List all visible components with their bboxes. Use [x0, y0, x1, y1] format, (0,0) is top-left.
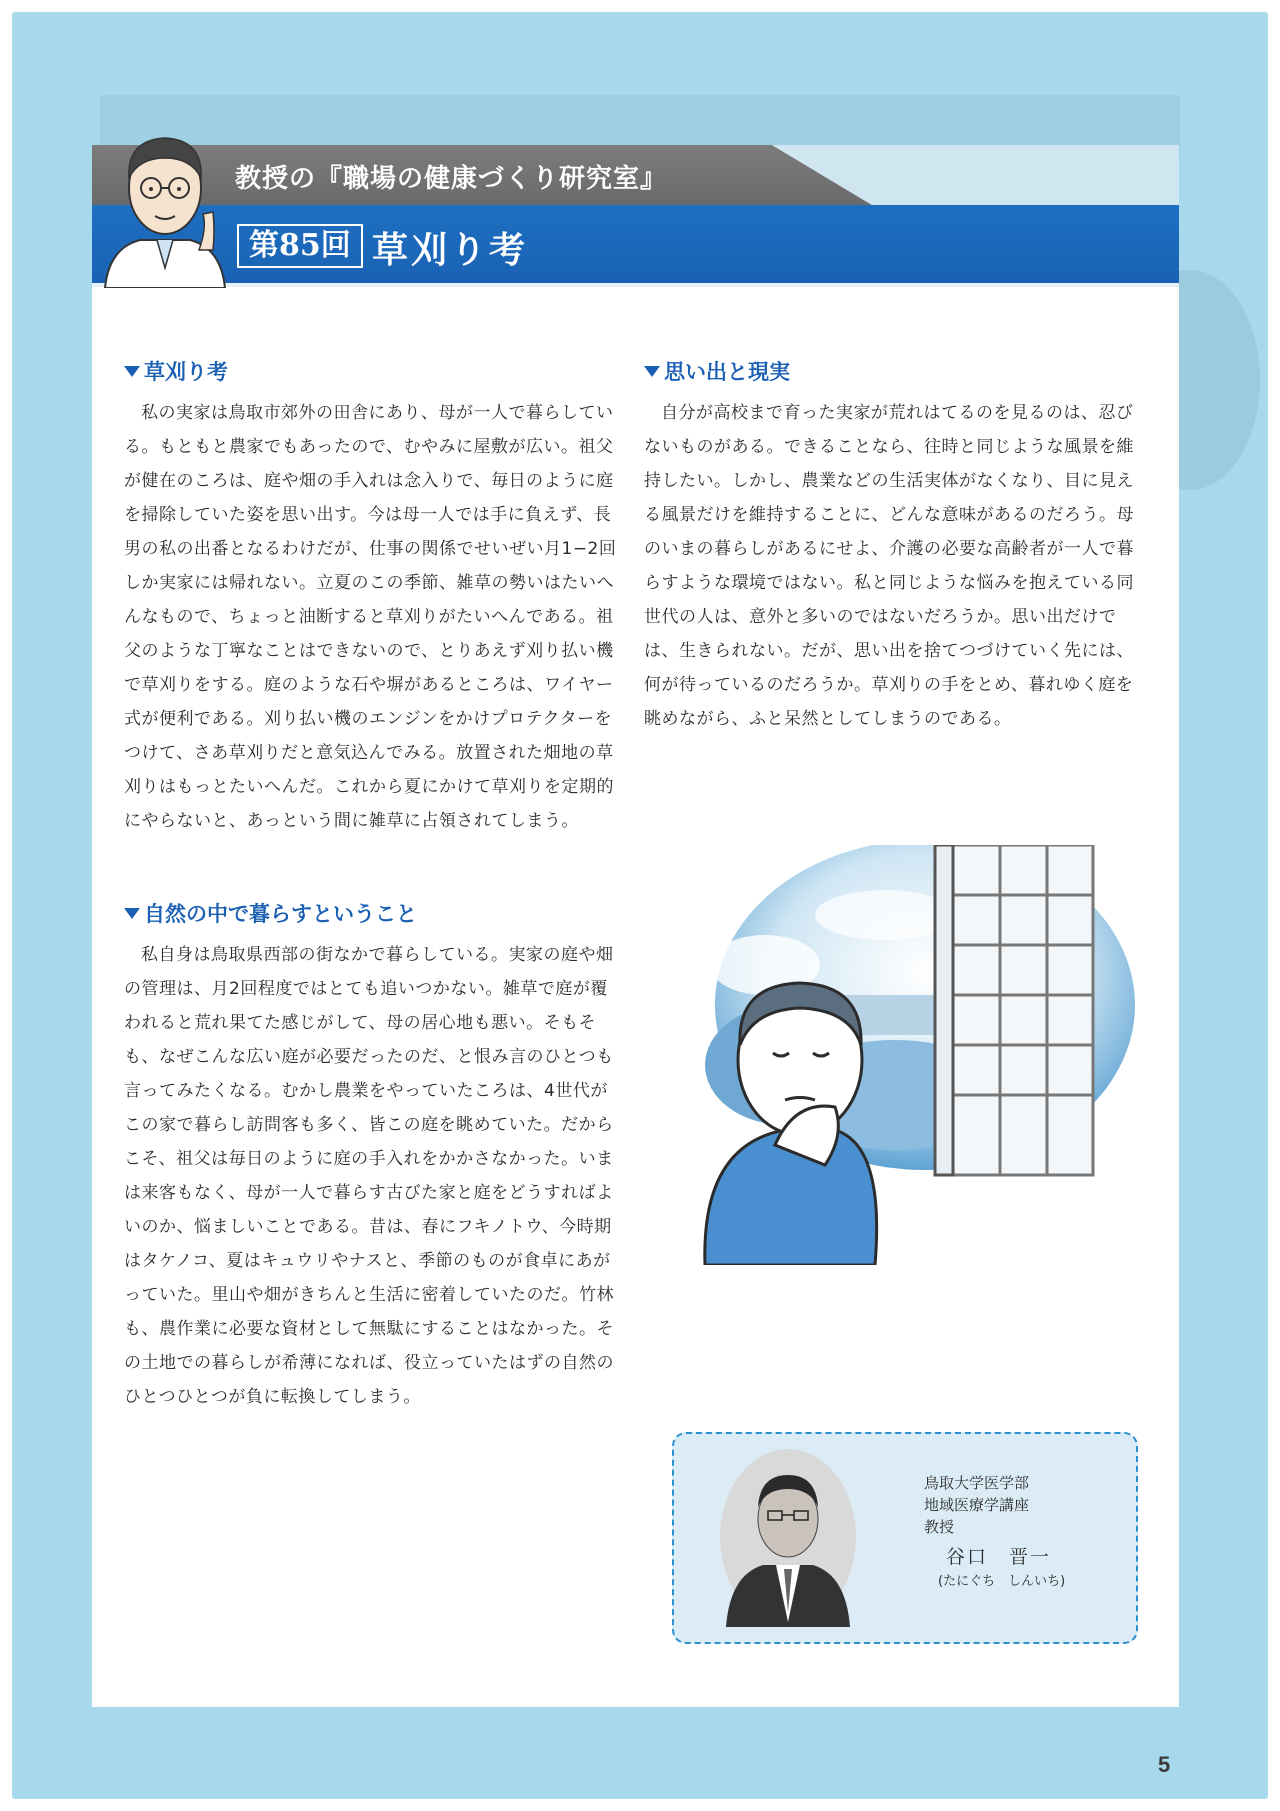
professor-cartoon-icon — [95, 118, 235, 288]
episode-title: 草刈り考 — [372, 229, 529, 271]
section-heading-kusakari — [124, 356, 624, 386]
author-photo — [718, 1447, 858, 1627]
triangle-bullet-icon — [644, 366, 660, 377]
affiliation-university: 鳥取大学医学部 — [924, 1474, 1030, 1492]
page-number: 5 — [1158, 1752, 1171, 1777]
right-column — [644, 356, 1144, 736]
episode-banner-stripe — [92, 283, 1179, 287]
author-position: 教授 — [924, 1518, 955, 1536]
section-heading-text: 自然の中で暮らすということ — [144, 902, 417, 926]
section-heading-text: 草刈り考 — [144, 360, 228, 384]
author-name: 谷口 晋一 — [946, 1546, 1052, 1568]
series-title: 教授の『職場の健康づくり研究室』 — [235, 164, 668, 194]
triangle-bullet-icon — [124, 908, 140, 919]
section-heading-omoide — [644, 356, 1144, 386]
section-body-shizen: 私自身は鳥取県西部の街なかで暮らしている。実家の庭や畑の管理は、月2回程度ではとても追いつかない。雑草で庭が覆われると荒れ果てた感じがして、母の居心地も悪い。そもそも、なぜこんな広い庭が必要だったのだ、と恨み言のひとつも言ってみたくなる。むかし農業をやっていたころは、4世代がこの家で暮らし訪問客も多く、皆この庭を眺めていた。だからこそ、祖父は毎日のように庭の手入れをかかさなかった。いまは来客もなく、母が一人で暮らす古びた家と庭をどうすればよいのか、悩ましいことである。昔は、春にフキノトウ、今時期はタケノコ、夏はキュウリやナスと、季節のものが食卓にあがっていた。里山や畑がきちんと生活に密着していたのだ。竹林も、農作業に必要な資材として無駄にすることはなかった。その土地での暮らしが希薄になれば、役立っていたはずの自然のひとつひとつが負に転換してしまう。 — [124, 945, 614, 1407]
author-name-kana: (たにぐち しんいち) — [938, 1574, 1066, 1589]
section-body-omoide: 自分が高校まで育った実家が荒れはてるのを見るのは、忍びないものがある。できることなら、往時と同じような風景を維持したい。しかし、農業などの生活実体がなくなり、目に見える風景だけを維持することに、どんな意味があるのだろう。母のいまの暮らしがあるにせよ、介護の必要な高齢者が一人で暮らすような環境ではない。私と同じような悩みを抱えている同世代の人は、意外と多いのではないだろうか。思い出だけでは、生きられない。だが、思い出を捨てつづけていく先には、何が待っているのだろうか。草刈りの手をとめ、暮れゆく庭を眺めながら、ふと呆然としてしまうのである。 — [644, 403, 1134, 729]
triangle-bullet-icon — [124, 366, 140, 377]
section-body-kusakari: 私の実家は鳥取市郊外の田舎にあり、母が一人で暮らしている。もともと農家でもあったので、むやみに屋敷が広い。祖父が健在のころは、庭や畑の手入れは念入りで、毎日のように庭を掃除していた姿を思い出す。今は母一人では手に負えず、長男の私の出番となるわけだが、仕事の関係でせいぜい月1−2回しか実家には帰れない。立夏のこの季節、雑草の勢いはたいへんなもので、ちょっと油断すると草刈りがたいへんである。祖父のような丁寧なことはできないので、とりあえず刈り払い機で草刈りをする。庭のような石や塀があるところは、ワイヤー式が便利である。刈り払い機のエンジンをかけプロテクターをつけて、さあ草刈りだと意気込んでみる。放置された畑地の草刈りはもっとたいへんだ。これから夏にかけて草刈りを定期的にやらないと、あっという間に雑草に占領されてしまう。 — [124, 403, 617, 831]
episode-number: 第85回 — [237, 224, 363, 268]
affiliation-department: 地域医療学講座 — [924, 1496, 1030, 1514]
garden-illustration — [675, 845, 1135, 1265]
left-column — [124, 356, 624, 1414]
section-heading-text: 思い出と現実 — [664, 360, 790, 384]
author-affiliation — [924, 1472, 1029, 1538]
section-heading-shizen — [124, 898, 624, 928]
